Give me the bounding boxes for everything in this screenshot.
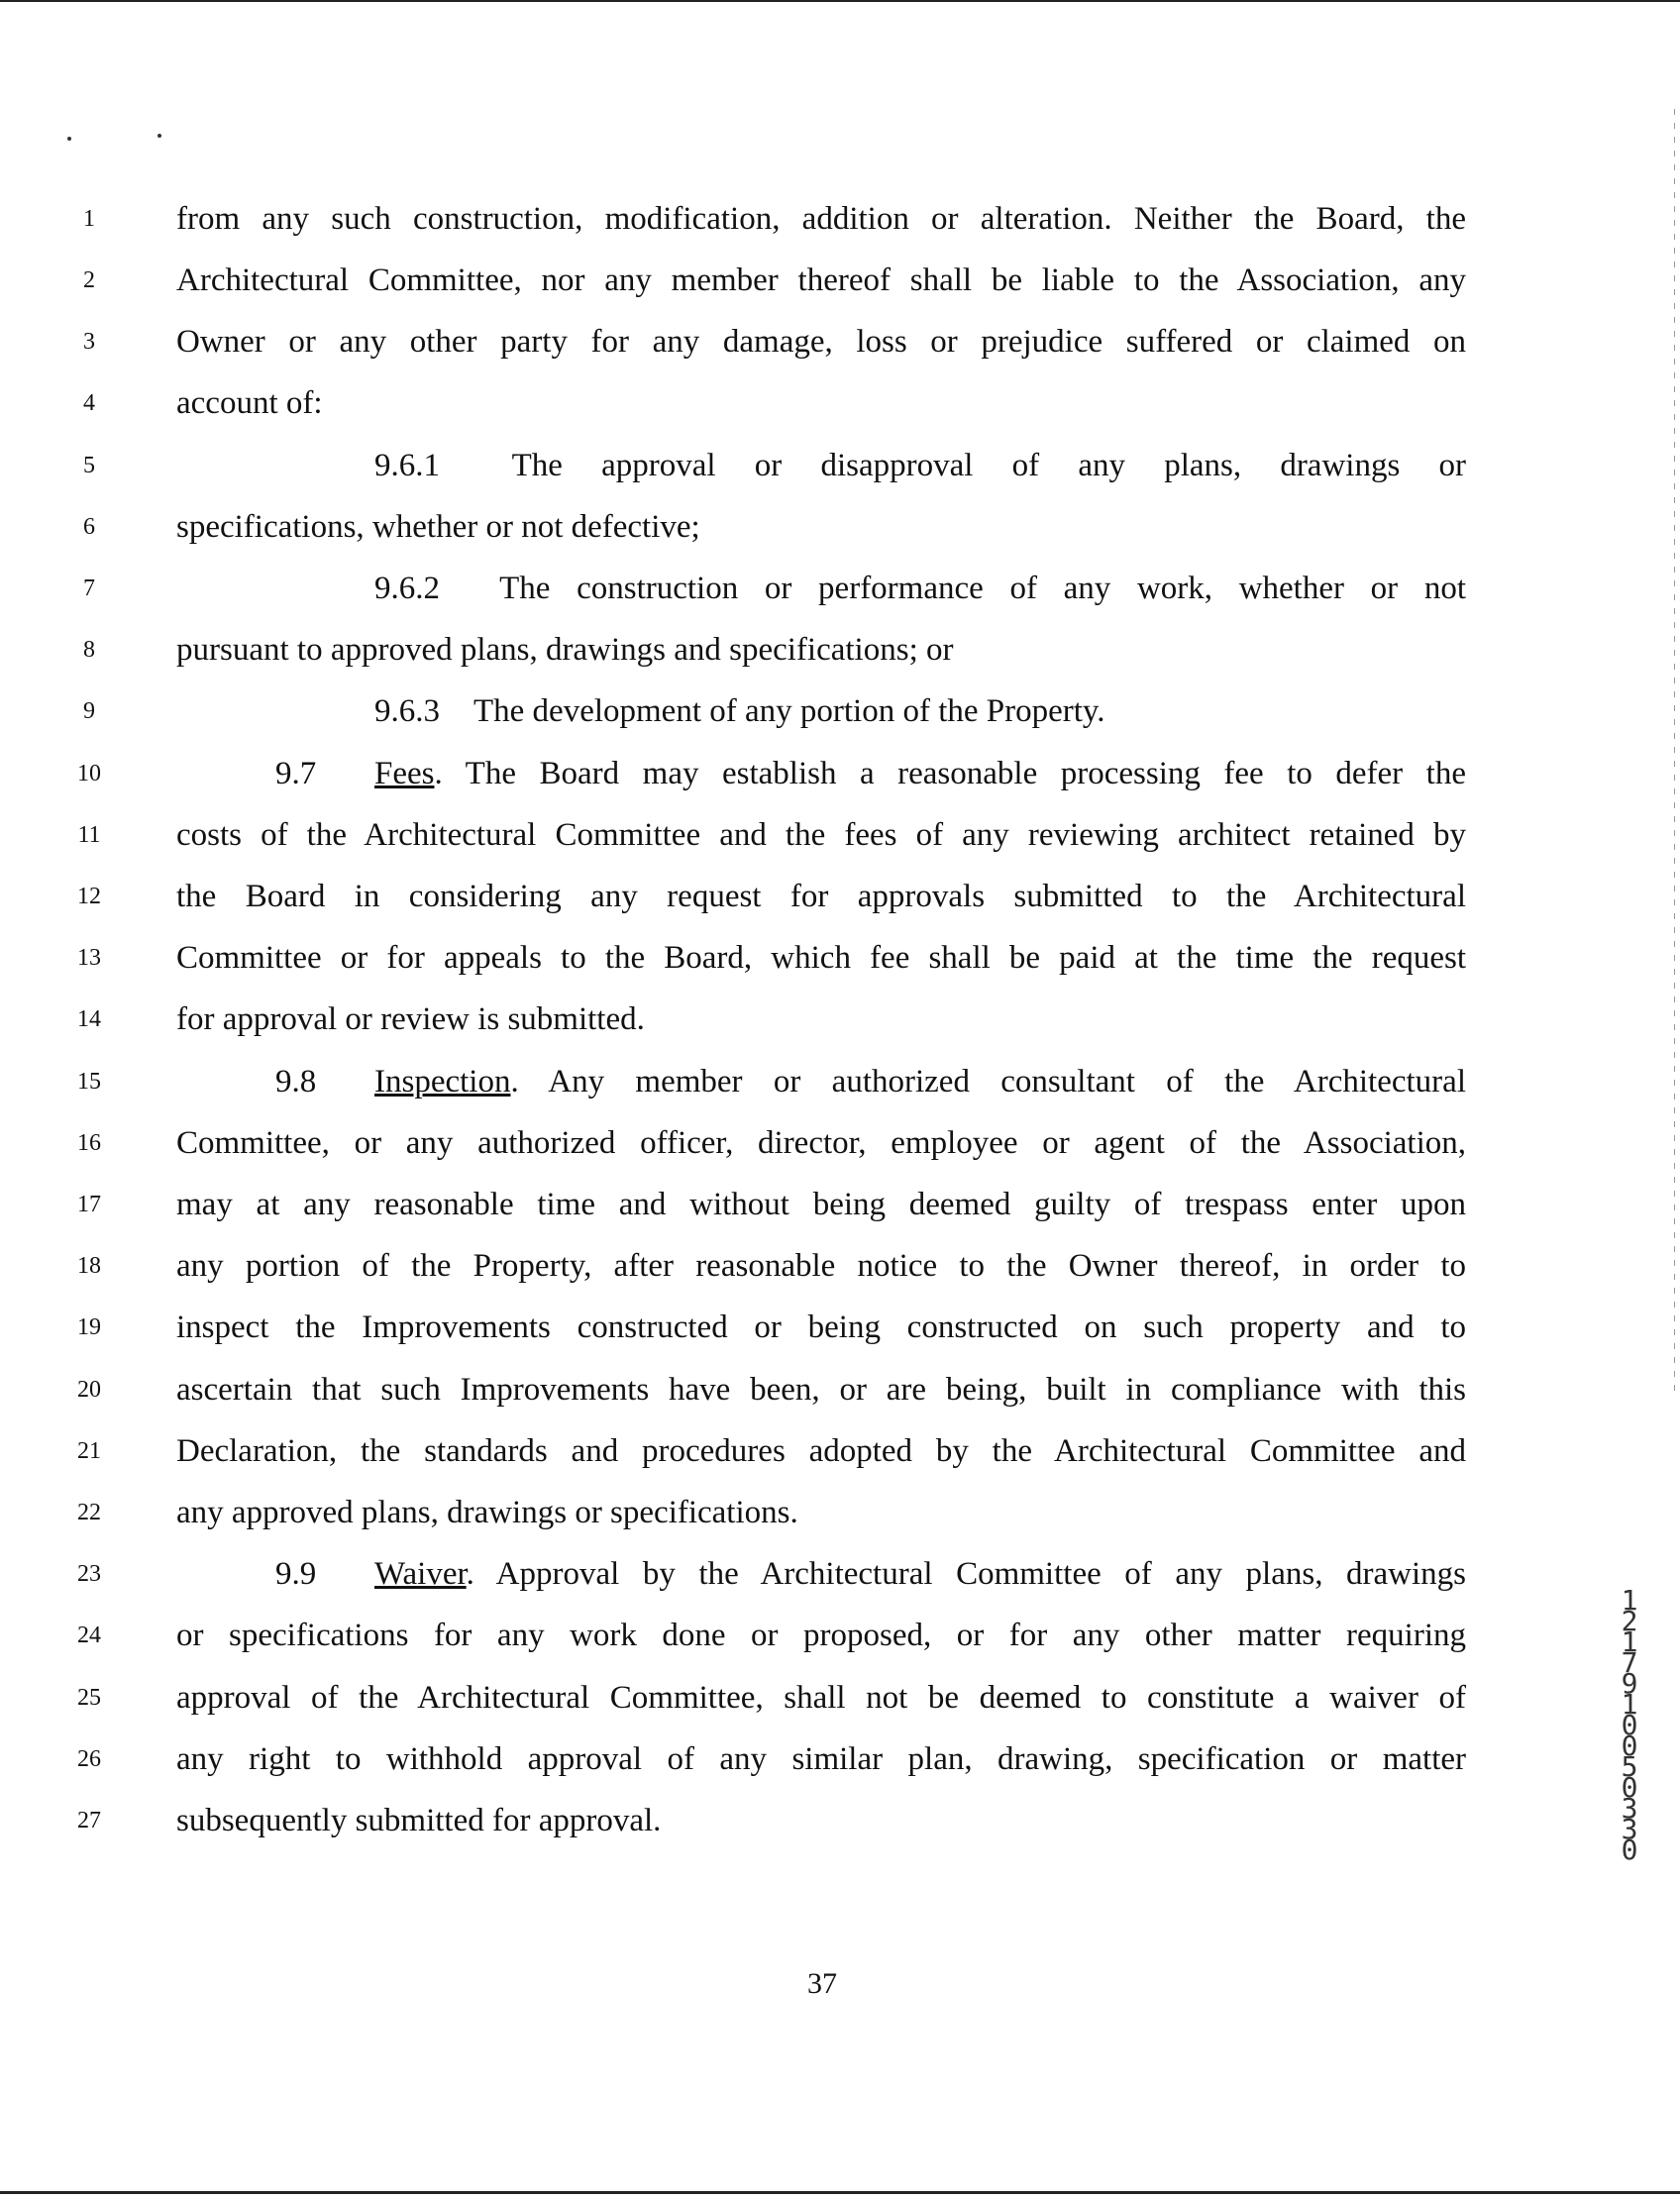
line-number: 19	[77, 1314, 101, 1340]
body-text-line: Declaration, the standards and procedures adopted by the Architectural Committee and	[176, 1433, 1466, 1469]
subsection-line	[374, 569, 1466, 608]
body-text-line: Committee or for appeals to the Board, which fee shall be paid at the time the request	[176, 940, 1466, 976]
section-number: 9.6.2	[374, 571, 440, 606]
body-text-line: any right to withhold approval of any similar plan, drawing, specification or matter	[176, 1741, 1466, 1777]
top-border	[0, 0, 1680, 2]
section-title: Fees	[374, 756, 435, 791]
line-number: 22	[77, 1500, 101, 1525]
section-heading-line: 9.9 Waiver. Approval by the Architectural Committee of any plans, drawings	[275, 1556, 1466, 1592]
line-number: 21	[77, 1438, 101, 1464]
body-text: Any member or authorized consultant of the Architectural	[548, 1064, 1466, 1100]
body-text-line: for approval or review is submitted.	[176, 1001, 645, 1037]
line-number: 5	[83, 453, 95, 478]
line-number: 1	[83, 206, 95, 232]
body-text-line: specifications, whether or not defective;	[176, 509, 700, 545]
line-number: 6	[83, 514, 95, 540]
section-number: 9.8	[275, 1064, 317, 1100]
section-number: 9.7	[275, 756, 317, 791]
body-text-line: ascertain that such Improvements have been, or are being, built in compliance with this	[176, 1372, 1466, 1408]
line-number: 15	[77, 1069, 101, 1095]
line-number: 18	[77, 1253, 101, 1279]
line-number: 8	[83, 637, 95, 663]
body-text-line: any portion of the Property, after reasonable notice to the Owner thereof, in order to	[176, 1248, 1466, 1284]
section-title: Inspection	[374, 1064, 511, 1100]
line-number: 16	[77, 1130, 101, 1156]
body-text-line: subsequently submitted for approval.	[176, 1803, 662, 1838]
line-number: 25	[77, 1685, 101, 1711]
section-number: 9.9	[275, 1556, 317, 1592]
section-number: 9.6.1	[374, 448, 440, 483]
body-text-line: may at any reasonable time and without being deemed guilty of trespass enter upon	[176, 1187, 1466, 1222]
line-number: 17	[77, 1192, 101, 1217]
line-number: 23	[77, 1561, 101, 1587]
page-number: 37	[807, 1967, 837, 2000]
body-text: Approval by the Architectural Committee of any plans, drawings	[495, 1556, 1466, 1592]
line-number: 3	[83, 329, 95, 355]
body-text-line: any approved plans, drawings or specifications.	[176, 1495, 798, 1530]
scan-speck	[67, 137, 71, 141]
section-number: 9.6.3	[374, 693, 440, 729]
body-text-line: inspect the Improvements constructed or being constructed on such property and to	[176, 1309, 1466, 1345]
line-number: 9	[83, 698, 95, 724]
section-heading-line: 9.8 Inspection. Any member or authorized consultant of the Architectural	[275, 1064, 1466, 1100]
line-number: 11	[77, 822, 101, 848]
line-number: 14	[77, 1006, 101, 1032]
body-text-line: or specifications for any work done or proposed, or for any other matter requiring	[176, 1618, 1466, 1653]
body-text: The development of any portion of the Property.	[473, 693, 1105, 729]
body-text-line: Owner or any other party for any damage, loss or prejudice suffered or claimed on	[176, 324, 1466, 360]
document-stamp-number: 1217910 050330	[1621, 1584, 1638, 1866]
body-text: The construction or performance of any work, whether or not	[499, 571, 1467, 606]
line-number: 7	[83, 576, 95, 601]
line-number: 4	[83, 390, 95, 416]
body-text-line: approval of the Architectural Committee, shall not be deemed to constitute a waiver of	[176, 1680, 1466, 1716]
body-text-line: Architectural Committee, nor any member thereof shall be liable to the Association, any	[176, 262, 1466, 298]
body-text-line: costs of the Architectural Committee and the fees of any reviewing architect retained by	[176, 817, 1466, 853]
line-number: 10	[77, 761, 101, 786]
section-heading-line: 9.7 Fees. The Board may establish a reasonable processing fee to defer the	[275, 756, 1466, 791]
body-text-line: account of:	[176, 385, 323, 421]
bottom-border	[0, 2191, 1680, 2194]
body-text: The approval or disapproval of any plans, drawings or	[511, 448, 1466, 483]
right-edge-marks	[1674, 109, 1675, 1397]
section-title: Waiver	[374, 1556, 467, 1592]
line-number: 27	[77, 1808, 101, 1833]
line-number: 12	[77, 884, 101, 909]
line-number: 24	[77, 1623, 101, 1648]
body-text-line: pursuant to approved plans, drawings and specifications; or	[176, 632, 954, 668]
line-number: 2	[83, 267, 95, 293]
subsection-line	[374, 691, 1466, 731]
line-number: 20	[77, 1377, 101, 1403]
line-number: 13	[77, 945, 101, 971]
body-text: The Board may establish a reasonable processing fee to defer the	[465, 756, 1466, 791]
body-text-line: Committee, or any authorized officer, director, employee or agent of the Association,	[176, 1125, 1466, 1161]
body-text-line: the Board in considering any request for approvals submitted to the Architectural	[176, 879, 1466, 914]
subsection-line	[374, 446, 1466, 485]
scan-speck	[158, 134, 161, 138]
line-number: 26	[77, 1746, 101, 1772]
body-text-line: from any such construction, modification, addition or alteration. Neither the Board, the	[176, 201, 1466, 237]
